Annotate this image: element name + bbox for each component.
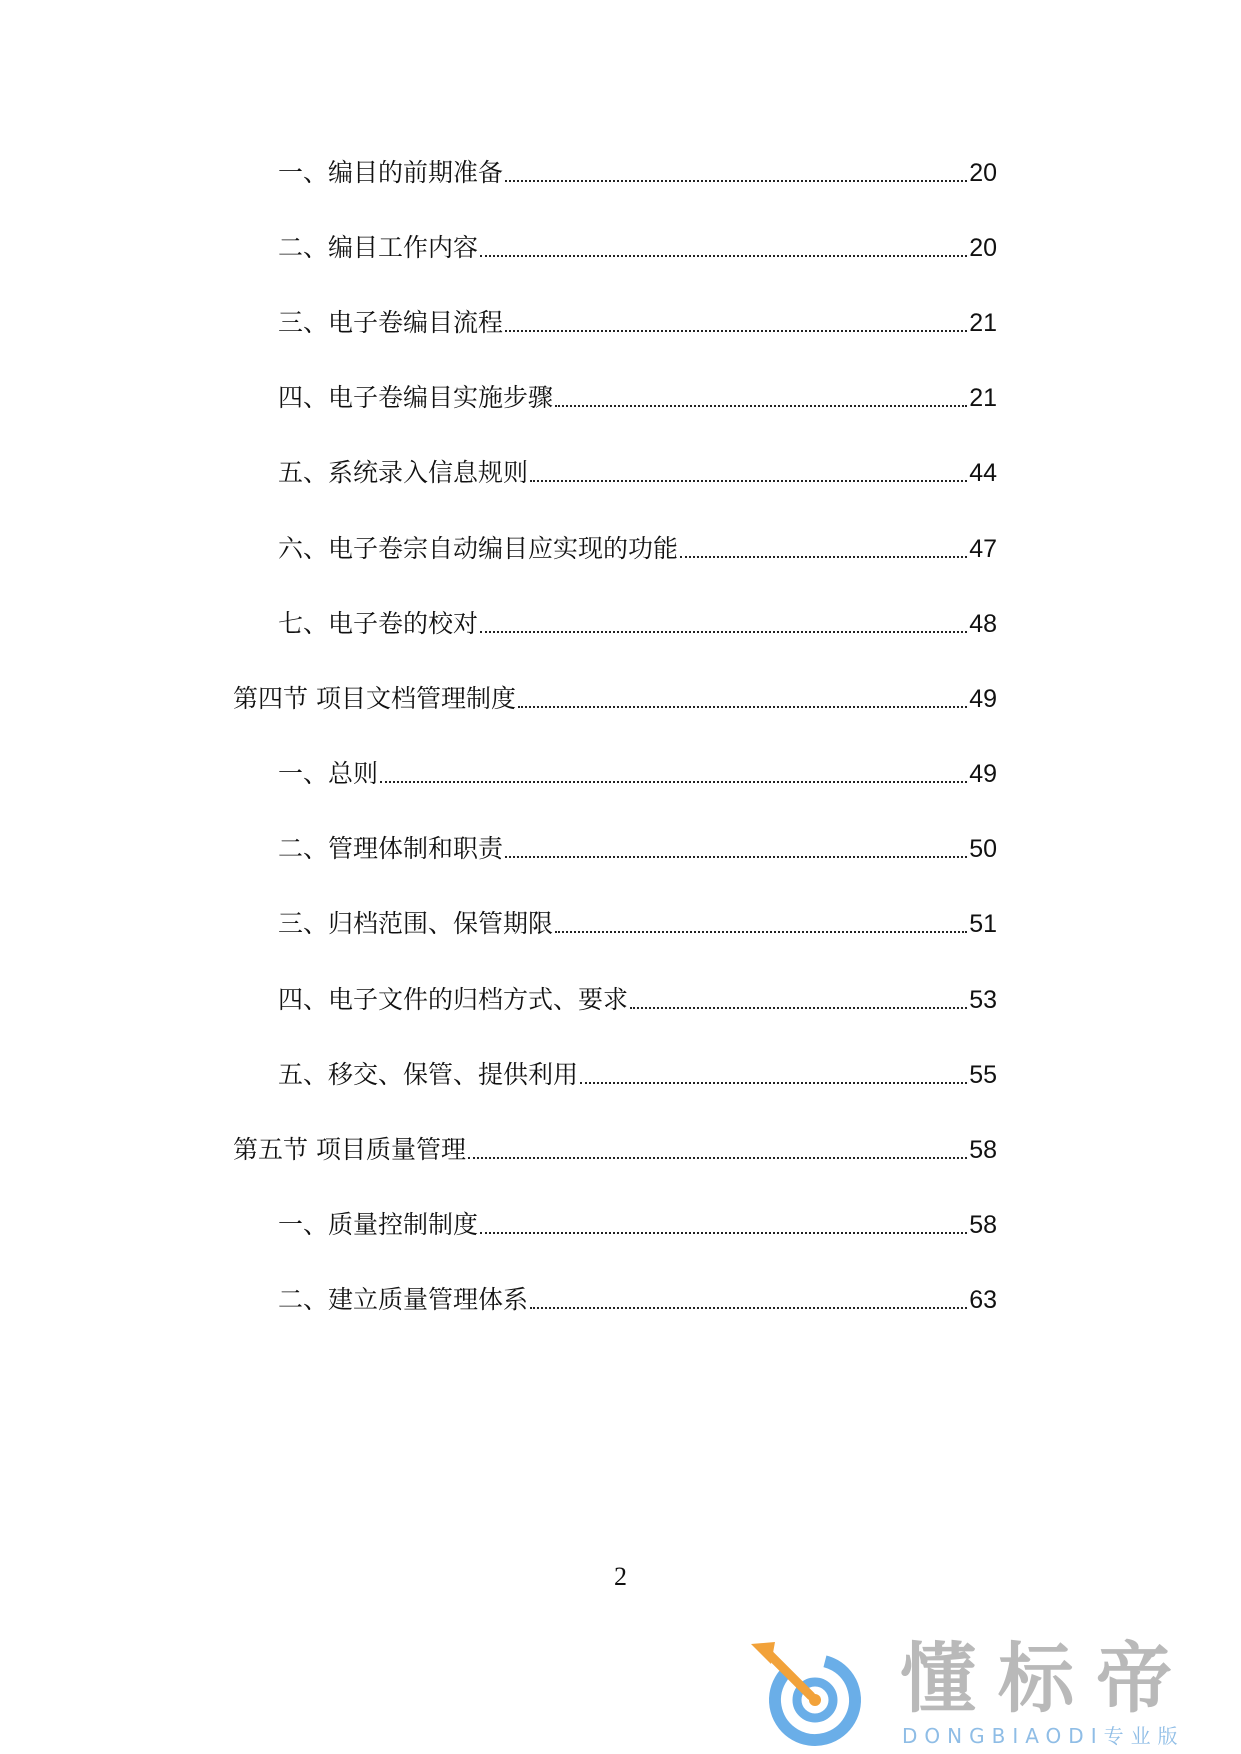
toc-entry-title: 一、质量控制制度	[278, 1210, 479, 1239]
toc-entry-page: 58	[969, 1211, 997, 1239]
toc-entry[interactable]	[278, 298, 997, 338]
toc-leader-dots	[380, 781, 967, 783]
toc-entry-page: 49	[969, 760, 997, 788]
toc-entry-title: 七、电子卷的校对	[278, 609, 479, 638]
toc-entry[interactable]	[278, 1200, 997, 1240]
toc-leader-dots	[505, 180, 967, 182]
toc-entry-page: 53	[969, 986, 997, 1014]
toc-entry-page: 21	[969, 384, 997, 412]
toc-section-entry[interactable]	[233, 674, 997, 714]
toc-entry[interactable]	[278, 1275, 997, 1315]
toc-entry-title: 三、电子卷编目流程	[278, 308, 504, 337]
toc-entry[interactable]	[278, 524, 997, 564]
toc-entry-title: 四、电子文件的归档方式、要求	[278, 985, 629, 1014]
toc-entry-page: 21	[969, 309, 997, 337]
toc-leader-dots	[630, 1007, 967, 1009]
toc-entry-title: 第四节 项目文档管理制度	[233, 684, 516, 713]
toc-entry-page: 50	[969, 835, 997, 863]
toc-leader-dots	[530, 480, 967, 482]
toc-entry-page: 51	[969, 910, 997, 938]
toc-entry-title: 三、归档范围、保管期限	[278, 909, 554, 938]
toc-leader-dots	[680, 556, 967, 558]
toc-entry-title: 四、电子卷编目实施步骤	[278, 383, 554, 412]
watermark-brand-name: 懂标帝	[900, 1634, 1194, 1723]
toc-entry-page: 48	[969, 610, 997, 638]
toc-entry[interactable]	[278, 975, 997, 1015]
toc-leader-dots	[530, 1307, 967, 1309]
toc-entry-title: 二、编目工作内容	[278, 233, 479, 262]
toc-entry[interactable]	[278, 899, 997, 939]
toc-leader-dots	[480, 631, 967, 633]
toc-entry[interactable]	[278, 223, 997, 263]
watermark-brand-subtitle: DONGBIAODI专业版	[902, 1724, 1185, 1748]
toc-entry[interactable]	[278, 599, 997, 639]
toc-entry-title: 五、系统录入信息规则	[278, 458, 529, 487]
toc-entry-page: 47	[969, 535, 997, 563]
toc-entry-page: 55	[969, 1061, 997, 1089]
toc-leader-dots	[480, 1232, 967, 1234]
toc-entry-title: 二、管理体制和职责	[278, 834, 504, 863]
target-logo-icon	[745, 1640, 875, 1750]
toc-leader-dots	[505, 856, 967, 858]
toc-leader-dots	[580, 1082, 967, 1084]
toc-entry-page: 63	[969, 1286, 997, 1314]
toc-entry-page: 58	[969, 1136, 997, 1164]
toc-entry-title: 一、编目的前期准备	[278, 158, 504, 187]
watermark	[745, 1634, 1225, 1750]
toc-entry-page: 20	[969, 234, 997, 262]
toc-entry-title: 一、总则	[278, 759, 379, 788]
page-number: 2	[614, 1562, 627, 1591]
toc-entry[interactable]	[278, 148, 997, 188]
toc-leader-dots	[555, 405, 967, 407]
toc-entry-page: 20	[969, 159, 997, 187]
toc-entry[interactable]	[278, 373, 997, 413]
toc-entry-title: 五、移交、保管、提供利用	[278, 1060, 579, 1089]
toc-leader-dots	[480, 255, 967, 257]
toc-entry-title: 第五节 项目质量管理	[233, 1135, 466, 1164]
toc-entry-page: 49	[969, 685, 997, 713]
toc-entry-title: 六、电子卷宗自动编目应实现的功能	[278, 534, 679, 563]
toc-leader-dots	[505, 330, 967, 332]
toc-leader-dots	[518, 706, 967, 708]
toc-entry[interactable]	[278, 824, 997, 864]
toc-entry-title: 二、建立质量管理体系	[278, 1285, 529, 1314]
toc-entry[interactable]	[278, 1050, 997, 1090]
toc-entry[interactable]	[278, 749, 997, 789]
toc-section-entry[interactable]	[233, 1125, 997, 1165]
toc-entry-page: 44	[969, 459, 997, 487]
toc-entry[interactable]	[278, 448, 997, 488]
toc-leader-dots	[555, 931, 967, 933]
toc-leader-dots	[468, 1157, 967, 1159]
